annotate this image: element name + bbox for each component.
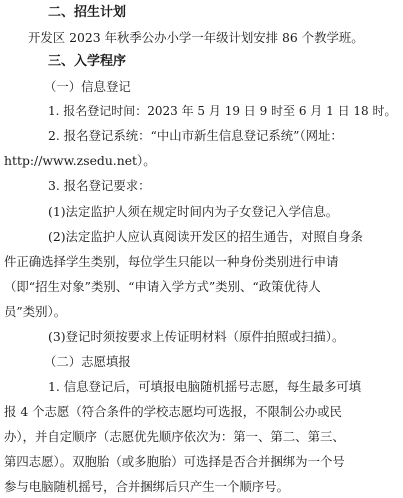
paragraph-line: 办），并自定顺序（志愿优先顺序依次为：第一、第二、第三、: [4, 429, 345, 444]
paragraph-line: 参与电脑随机摇号，合并捆绑后只产生一个顺序号。: [4, 479, 289, 494]
subsection-heading-preference: （二）志愿填报: [44, 354, 131, 369]
paragraph-line: （即“招生对象”类别、“申请入学方式”类别、“政策优待人: [4, 279, 321, 294]
section-heading-enrollment-plan: 二、招生计划: [48, 5, 127, 20]
paragraph-line: http://www.zsedu.net）。: [4, 153, 156, 168]
section-heading-admission-procedure: 三、入学程序: [48, 54, 127, 69]
paragraph-line: 件正确选择学生类别，每位学生只能以一种身份类别进行申请: [4, 254, 339, 269]
paragraph-line: (1)法定监护人须在规定时间内为子女登记入学信息。: [48, 204, 339, 219]
paragraph-line: 1. 信息登记后，可填报电脑随机摇号志愿，每生最多可填: [48, 379, 362, 394]
paragraph-line: 第四志愿）。双胞胎（或多胞胎）可选择是否合并捆绑为一个号: [4, 454, 345, 469]
subsection-heading-registration: （一）信息登记: [44, 79, 131, 94]
paragraph-line: 开发区 2023 年秋季公办小学一年级计划安排 86 个教学班。: [28, 30, 364, 45]
paragraph-line: 2. 报名登记系统：“中山市新生信息登记系统”（网址：: [48, 128, 343, 143]
paragraph-line: 1. 报名登记时间：2023 年 5 月 19 日 9 时至 6 月 1 日 18 时。: [48, 104, 397, 118]
paragraph-line: 3. 报名登记要求：: [48, 178, 151, 193]
paragraph-line: (2)法定监护人应认真阅读开发区的招生通告，对照自身条: [48, 229, 363, 244]
paragraph-line: (3)登记时须按要求上传证明材料（原件拍照或扫描）。: [48, 329, 345, 344]
paragraph-line: 员”类别）。: [4, 304, 67, 319]
paragraph-line: 报 4 个志愿（符合条件的学校志愿均可选报，不限制公办或民: [4, 404, 342, 419]
